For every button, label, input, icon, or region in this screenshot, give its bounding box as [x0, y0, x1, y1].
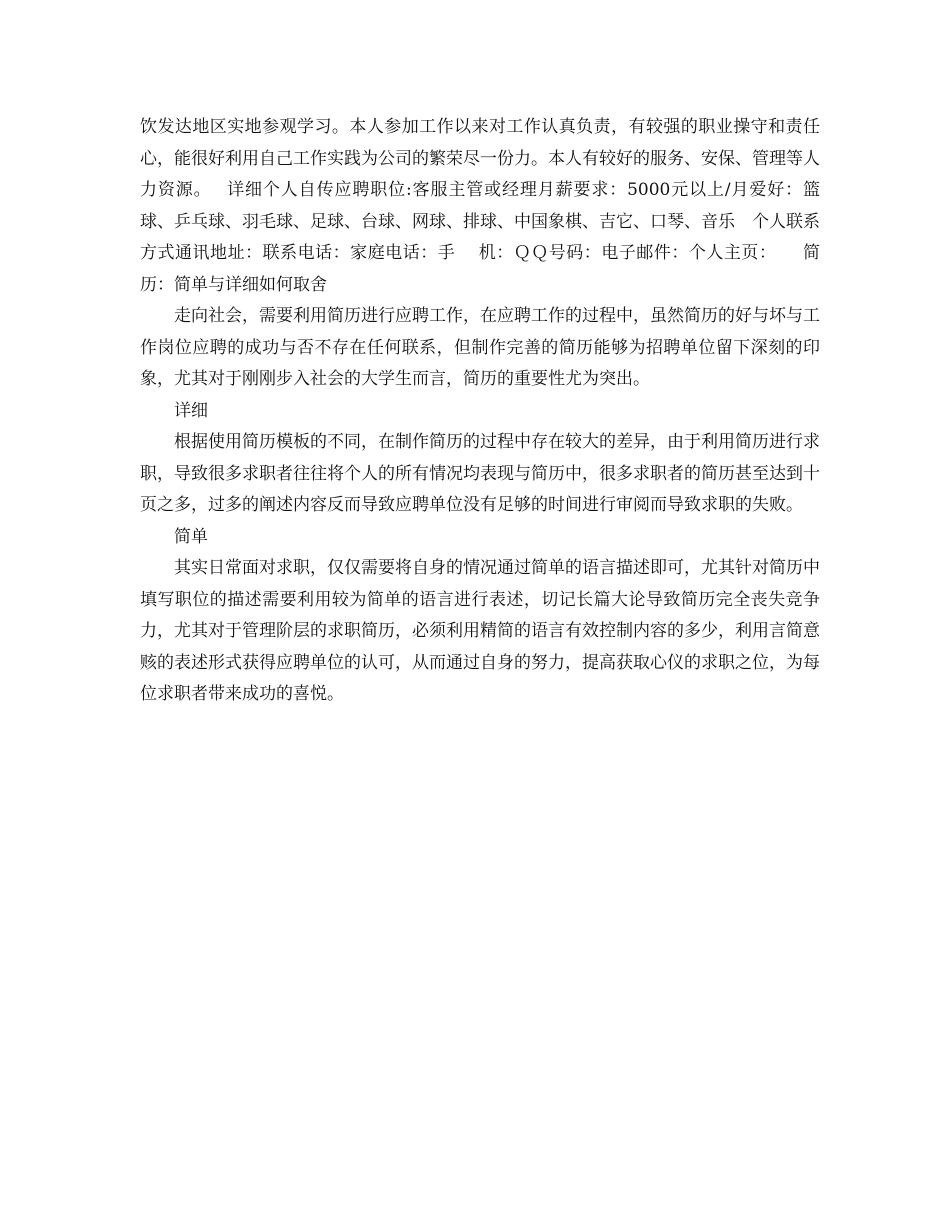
paragraph-intro: 走向社会，需要利用简历进行应聘工作，在应聘工作的过程中，虽然简历的好与坏与工作岗位应聘的成功与否不存在任何联系，但制作完善的简历能够为招聘单位留下深刻的印象，尤其对于刚刚步入社会的大学生而言，简历的重要性尤为突出。	[140, 306, 820, 389]
section-heading-simple: 简单	[174, 526, 208, 547]
document-body	[140, 112, 820, 711]
paragraph-detailed: 根据使用简历模板的不同，在制作简历的过程中存在较大的差异，由于利用简历进行求职，导致很多求职者往往将个人的所有情况均表现与简历中，很多求职者的简历甚至达到十页之多，过多的阐述内容反而导致应聘单位没有足够的时间进行审阅而导致求职的失败。	[140, 432, 820, 515]
paragraph-personal-info: 饮发达地区实地参观学习。本人参加工作以来对工作认真负责，有较强的职业操守和责任心，能很好利用自己工作实践为公司的繁荣尽一份力。本人有较好的服务、安保、管理等人力资源。 详细个人自传应聘职位:客服主管或经理月薪要求：5000元以上/月爱好：篮球、乒乓球、羽毛球、足球、台球、网球、排球、中国象棋、吉它、口琴、音乐 个人联系方式通讯地址：联系电话：家庭电话：手 机：ＱＱ号码：电子邮件：个人主页： 简历：简单与详细如何取舍	[140, 117, 820, 295]
paragraph-simple: 其实日常面对求职，仅仅需要将自身的情况通过简单的语言描述即可，尤其针对简历中填写职位的描述需要利用较为简单的语言进行表述，切记长篇大论导致简历完全丧失竞争力，尤其对于管理阶层的求职简历，必须利用精简的语言有效控制内容的多少，利用言简意赅的表述形式获得应聘单位的认可，从而通过自身的努力，提高获取心仪的求职之位，为每位求职者带来成功的喜悦。	[140, 558, 820, 704]
section-heading-detailed: 详细	[174, 400, 208, 421]
